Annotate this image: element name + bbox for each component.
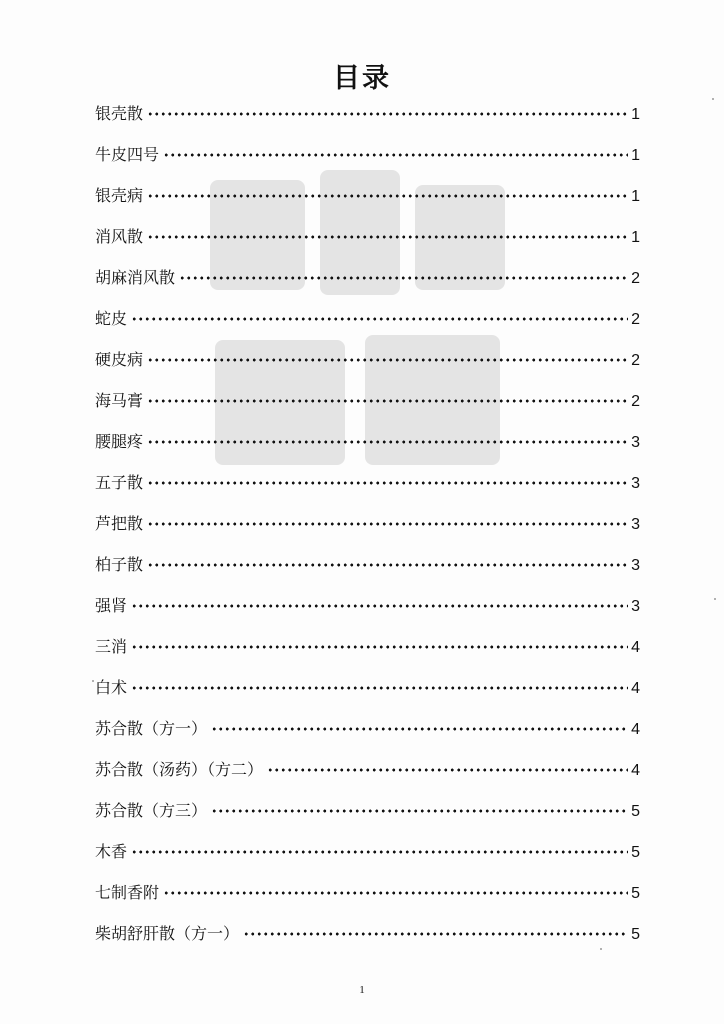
toc-entry-page-number: 4 xyxy=(631,761,640,779)
dot-leader xyxy=(147,194,628,198)
toc-entry xyxy=(95,830,640,871)
toc-entry xyxy=(95,789,640,830)
toc-entry-label: 海马膏 xyxy=(95,391,144,410)
page-title: 目录 xyxy=(333,63,391,94)
toc-entry-label: 芦把散 xyxy=(95,514,144,533)
dot-leader xyxy=(131,604,628,608)
toc-entry-page-number: 3 xyxy=(631,474,640,492)
toc-entry xyxy=(95,379,640,420)
toc-entry-label: 银壳病 xyxy=(95,186,144,205)
dot-leader xyxy=(147,358,628,362)
dot-leader xyxy=(243,932,628,936)
dot-leader xyxy=(211,809,628,813)
toc-entry-page-number: 5 xyxy=(631,884,640,902)
dot-leader xyxy=(147,522,628,526)
toc-entry-page-number: 2 xyxy=(631,351,640,369)
toc-entry-page-number: 4 xyxy=(631,679,640,697)
toc-entry-label: 胡麻消风散 xyxy=(95,268,176,287)
toc-entry-label: 硬皮病 xyxy=(95,350,144,369)
dot-leader xyxy=(163,153,628,157)
toc-entry-label: 蛇皮 xyxy=(95,309,128,328)
toc-entry-page-number: 2 xyxy=(631,310,640,328)
toc-entry xyxy=(95,707,640,748)
toc-entry-label: 柏子散 xyxy=(95,555,144,574)
toc-entry-page-number: 5 xyxy=(631,802,640,820)
toc-entry xyxy=(95,502,640,543)
scan-speck xyxy=(600,948,602,950)
table-of-contents xyxy=(95,92,640,953)
toc-entry-page-number: 3 xyxy=(631,597,640,615)
toc-entry-page-number: 3 xyxy=(631,515,640,533)
dot-leader xyxy=(147,440,628,444)
toc-entry-page-number: 4 xyxy=(631,638,640,656)
toc-entry xyxy=(95,256,640,297)
toc-entry-label: 牛皮四号 xyxy=(95,145,160,164)
toc-entry xyxy=(95,625,640,666)
toc-entry-page-number: 2 xyxy=(631,392,640,410)
toc-entry xyxy=(95,871,640,912)
toc-entry-label: 木香 xyxy=(95,842,128,861)
dot-leader xyxy=(267,768,628,772)
toc-entry xyxy=(95,584,640,625)
toc-entry-label: 强肾 xyxy=(95,596,128,615)
dot-leader xyxy=(147,563,628,567)
toc-entry-page-number: 3 xyxy=(631,556,640,574)
dot-leader xyxy=(147,481,628,485)
dot-leader xyxy=(131,686,628,690)
toc-entry-label: 银壳散 xyxy=(95,104,144,123)
toc-entry xyxy=(95,133,640,174)
dot-leader xyxy=(163,891,628,895)
toc-entry-page-number: 1 xyxy=(631,105,640,123)
dot-leader xyxy=(131,317,628,321)
scan-speck xyxy=(714,598,716,600)
toc-entry-page-number: 2 xyxy=(631,269,640,287)
toc-entry xyxy=(95,543,640,584)
dot-leader xyxy=(147,112,628,116)
toc-entry-page-number: 3 xyxy=(631,433,640,451)
toc-entry xyxy=(95,420,640,461)
toc-entry-label: 腰腿疼 xyxy=(95,432,144,451)
toc-entry-page-number: 5 xyxy=(631,925,640,943)
toc-entry xyxy=(95,92,640,133)
dot-leader xyxy=(131,645,628,649)
toc-entry xyxy=(95,297,640,338)
dot-leader xyxy=(179,276,628,280)
toc-entry xyxy=(95,912,640,953)
dot-leader xyxy=(147,399,628,403)
toc-entry-label: 七制香附 xyxy=(95,883,160,902)
toc-entry xyxy=(95,174,640,215)
toc-entry-page-number: 4 xyxy=(631,720,640,738)
toc-entry xyxy=(95,338,640,379)
scan-speck xyxy=(92,680,94,682)
toc-entry-label: 苏合散（汤药）（方二） xyxy=(95,760,264,779)
toc-entry xyxy=(95,215,640,256)
toc-entry-page-number: 1 xyxy=(631,187,640,205)
dot-leader xyxy=(131,850,628,854)
toc-entry-page-number: 1 xyxy=(631,228,640,246)
toc-entry-label: 消风散 xyxy=(95,227,144,246)
toc-entry-label: 苏合散（方一） xyxy=(95,719,208,738)
toc-entry-label: 三消 xyxy=(95,637,128,656)
toc-entry xyxy=(95,461,640,502)
toc-entry-page-number: 1 xyxy=(631,146,640,164)
page-number: 1 xyxy=(359,984,365,996)
scan-speck xyxy=(712,98,714,100)
toc-entry-label: 苏合散（方三） xyxy=(95,801,208,820)
toc-entry xyxy=(95,666,640,707)
dot-leader xyxy=(211,727,628,731)
toc-entry xyxy=(95,748,640,789)
toc-entry-page-number: 5 xyxy=(631,843,640,861)
dot-leader xyxy=(147,235,628,239)
toc-entry-label: 白术 xyxy=(95,678,128,697)
toc-entry-label: 五子散 xyxy=(95,473,144,492)
toc-entry-label: 柴胡舒肝散（方一） xyxy=(95,924,240,943)
